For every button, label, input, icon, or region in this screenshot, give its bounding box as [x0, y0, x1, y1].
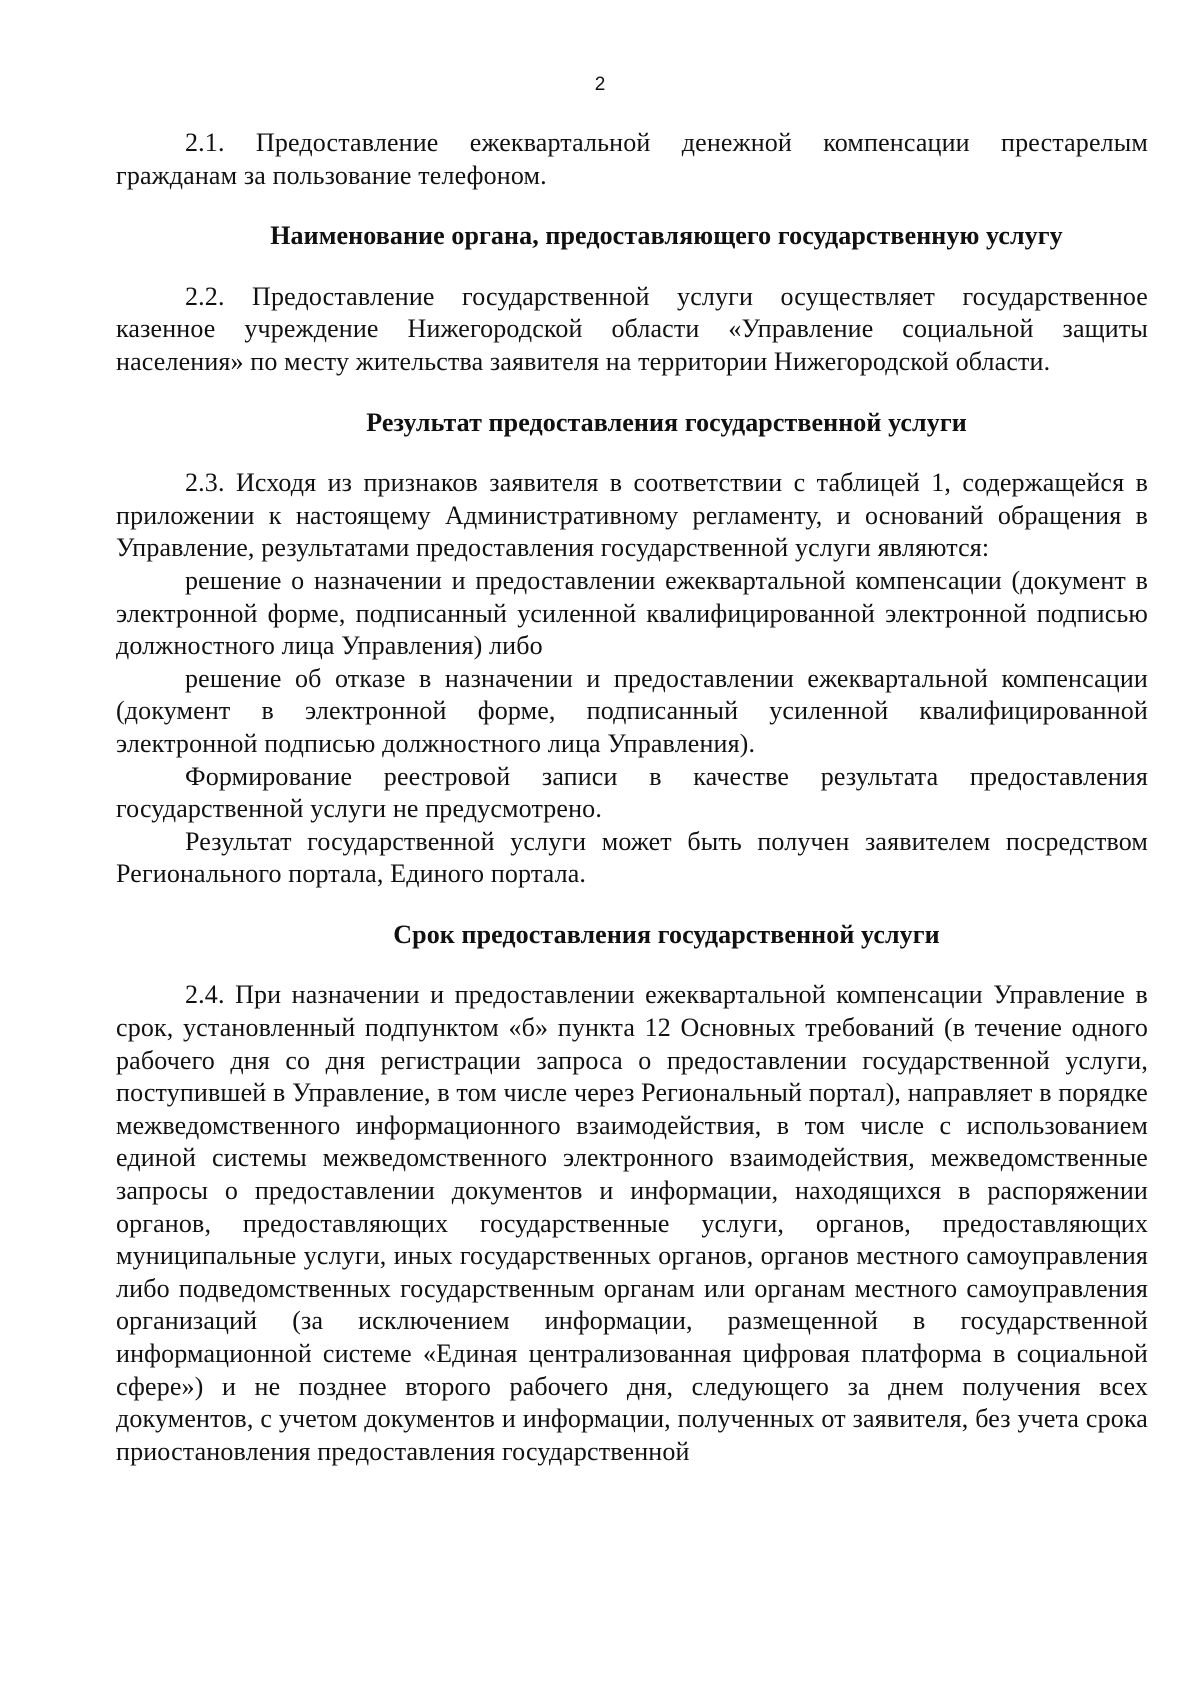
paragraph-2-3-registry-note: Формирование реестровой записи в качестве результата предоставления государственной услуги не предусмотрено.	[116, 761, 1148, 824]
page-number: 2	[594, 74, 606, 95]
document-body	[116, 127, 1148, 1468]
heading-organ: Наименование органа, предоставляющего государственную услугу	[270, 221, 1063, 251]
paragraph-2-3-result-delivery: Результат государственной услуги может быть получен заявителем посредством Регионального портала, Единого портала.	[116, 826, 1148, 889]
paragraph-2-4: 2.4. При назначении и предоставлении ежеквартальной компенсации Управление в срок, установленный подпунктом «б» пункта 12 Основных требований (в течение одного рабочего дня со дня регистрации запроса о предоставлении государственной услуги, поступившей в Управление, в том числе через Региональный портал), направляет в порядке межведомственного информационного взаимодействия, в том числе с использованием единой системы межведомственного электронного взаимодействия, межведомственные запросы о предоставлении документов и информации, находящихся в распоряжении органов, предоставляющих государственные услуги, органов, предоставляющих муниципальные услуги, иных государственных органов, органов местного самоуправления либо подведомственных государственным органам или органам местного самоуправления организаций (за исключением информации, размещенной в государственной информационной системе «Единая централизованная цифровая платформа в социальной сфере») и не позднее второго рабочего дня, следующего за днем получения всех документов, с учетом документов и информации, полученных от заявителя, без учета срока приостановления предоставления государственной	[116, 980, 1148, 1466]
paragraph-2-2: 2.2. Предоставление государственной услуги осуществляет государственное казенное учреждение Нижегородской области «Управление социальной защиты населения» по месту жительства заявителя на территории Нижегородской области.	[116, 281, 1148, 376]
heading-term: Срок предоставления государственной услуги	[393, 919, 940, 949]
paragraph-2-1: 2.1. Предоставление ежеквартальной денежной компенсации престарелым гражданам за пользование телефоном.	[116, 128, 1148, 190]
paragraph-2-3-decision-refusal: решение об отказе в назначении и предоставлении ежеквартальной компенсации (документ в электронной форме, подписанный усиленной квалифицированной электронной подписью должностного лица Управления).	[116, 663, 1148, 758]
paragraph-2-3-decision-grant: решение о назначении и предоставлении ежеквартальной компенсации (документ в электронной форме, подписанный усиленной квалифицированной электронной подписью должностного лица Управления) либо	[116, 565, 1148, 661]
heading-result: Результат предоставления государственной услуги	[366, 407, 967, 437]
paragraph-2-3: 2.3. Исходя из признаков заявителя в соответствии с таблицей 1, содержащейся в приложении к настоящему Административному регламенту, и оснований обращения в Управление, результатами предоставления государственной услуги являются:	[116, 468, 1148, 563]
